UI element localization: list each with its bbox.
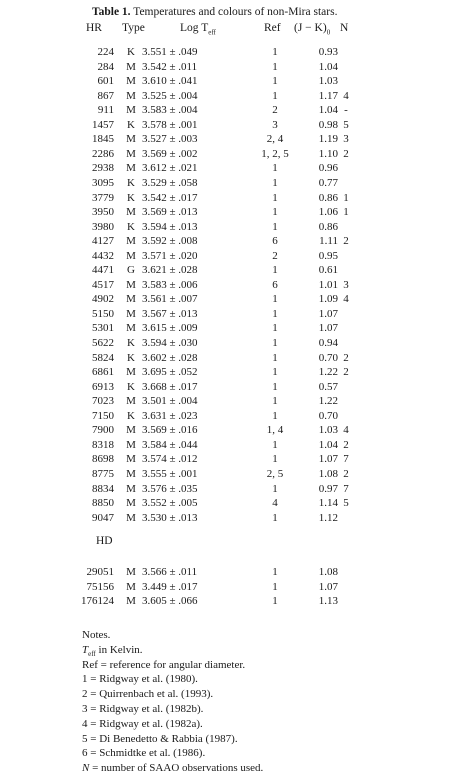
- hr-number: 29051: [86, 566, 114, 578]
- log-teff-value: 3.610 ± .041: [142, 75, 198, 88]
- spectral-type: M: [126, 162, 136, 175]
- jk-colour-value: 0.94: [318, 337, 338, 349]
- hr-number: 3980: [92, 220, 114, 233]
- jk-colour-value: 1.10: [318, 147, 338, 160]
- hr-number: 3095: [92, 176, 114, 189]
- hr-number: 75156: [86, 580, 114, 593]
- jk-colour-value: 1.19: [318, 133, 338, 146]
- reference-value: 1: [272, 351, 278, 364]
- reference-value: 6: [272, 278, 278, 291]
- hr-number: 1457: [92, 118, 114, 131]
- spectral-type: M: [126, 60, 136, 73]
- hr-number: 4517: [92, 278, 114, 291]
- notes-n-line: [82, 761, 263, 776]
- spectral-type: M: [126, 438, 136, 451]
- hr-number: 1845: [92, 133, 114, 146]
- jk-colour-value: 0.70: [318, 409, 338, 422]
- reference-value: 1: [272, 453, 278, 466]
- spectral-type: M: [126, 322, 136, 335]
- jk-colour-value: 1.08: [318, 566, 338, 578]
- reference-value: 1: [272, 264, 278, 277]
- log-teff-value: 3.542 ± .017: [142, 191, 198, 204]
- notes-teff-line: [82, 643, 263, 658]
- log-teff-value: 3.576 ± .035: [142, 482, 198, 495]
- spectral-type: K: [127, 176, 135, 189]
- header-log-teff-main: Log T: [180, 22, 209, 34]
- n-observations: 2: [343, 467, 349, 480]
- reference-value: 1: [272, 75, 278, 88]
- reference-value: 1: [272, 162, 278, 175]
- notes-line: Ref = reference for angular diameter.: [82, 658, 246, 671]
- n-observations: 4: [343, 89, 349, 102]
- jk-colour-value: 1.14: [318, 497, 338, 510]
- header-n: N: [340, 22, 349, 34]
- log-teff-value: 3.594 ± .030: [142, 337, 198, 349]
- jk-colour-value: 1.17: [318, 89, 338, 102]
- jk-colour-value: 1.12: [318, 511, 338, 524]
- hr-number: 7150: [92, 409, 114, 422]
- log-teff-value: 3.584 ± .044: [142, 438, 198, 451]
- hr-number: 867: [97, 89, 114, 102]
- notes-line: 4 = Ridgway et al. (1982a).: [82, 717, 203, 730]
- jk-colour-value: 0.98: [318, 118, 338, 131]
- n-observations: 2: [343, 438, 349, 451]
- spectral-type: M: [126, 395, 136, 408]
- spectral-type: M: [126, 133, 136, 146]
- header-jk: [294, 22, 330, 36]
- header-jk-main: (J − K): [294, 22, 327, 34]
- log-teff-value: 3.583 ± .006: [142, 278, 198, 291]
- spectral-type: M: [126, 293, 136, 306]
- hr-number: 4127: [92, 235, 114, 248]
- spectral-type: K: [127, 46, 135, 58]
- reference-value: 1: [272, 380, 278, 393]
- log-teff-value: 3.551 ± .049: [142, 46, 198, 58]
- notes-line: 1 = Ridgway et al. (1980).: [82, 673, 198, 686]
- jk-colour-value: 0.86: [318, 191, 338, 204]
- jk-colour-value: 0.95: [318, 249, 338, 262]
- jk-colour-value: 1.11: [319, 235, 338, 248]
- spectral-type: G: [127, 264, 135, 277]
- header-log-teff-sub: eff: [208, 28, 216, 37]
- jk-colour-value: 1.04: [318, 438, 338, 451]
- spectral-type: M: [126, 467, 136, 480]
- table-title: Temperatures and colours of non-Mira stars.: [133, 6, 338, 18]
- log-teff-value: 3.567 ± .013: [142, 307, 198, 320]
- notes-title: Notes.: [82, 629, 111, 641]
- n-observations: 2: [343, 351, 349, 364]
- notes-line: 2 = Quirrenbach et al. (1993).: [82, 688, 214, 701]
- reference-value: 2, 5: [266, 467, 284, 480]
- hr-number: 5301: [92, 322, 114, 335]
- jk-colour-value: 1.09: [318, 293, 338, 306]
- log-teff-value: 3.574 ± .012: [142, 453, 198, 466]
- log-teff-value: 3.594 ± .013: [142, 220, 198, 233]
- hr-number: 5150: [92, 307, 114, 320]
- spectral-type: M: [126, 75, 136, 88]
- hr-number: 7023: [92, 395, 114, 408]
- hr-number: 2286: [92, 147, 114, 160]
- hr-number: 2938: [92, 162, 114, 175]
- spectral-type: M: [126, 235, 136, 248]
- jk-colour-value: 1.22: [318, 366, 338, 379]
- n-observations: 1: [343, 191, 349, 204]
- jk-colour-value: 1.04: [318, 60, 338, 73]
- jk-colour-value: 1.13: [318, 595, 338, 607]
- hr-number: 8318: [92, 438, 114, 451]
- log-teff-value: 3.583 ± .004: [142, 104, 198, 117]
- spectral-type: K: [127, 191, 135, 204]
- hr-number: 4902: [92, 293, 114, 306]
- header-type: Type: [122, 22, 145, 34]
- hr-number: 8698: [92, 453, 114, 466]
- teff-sub: eff: [88, 649, 96, 658]
- hr-number: 4432: [92, 249, 114, 262]
- reference-value: 1: [272, 595, 278, 607]
- reference-value: 1: [272, 580, 278, 593]
- hr-number: 3950: [92, 206, 114, 219]
- header-hr: HR: [86, 22, 102, 34]
- reference-value: 1: [272, 89, 278, 102]
- notes-line: 3 = Ridgway et al. (1982b).: [82, 702, 204, 715]
- table-row: [0, 512, 460, 528]
- n-symbol: N: [82, 762, 90, 775]
- reference-value: 1: [272, 220, 278, 233]
- jk-colour-value: 1.06: [318, 206, 338, 219]
- jk-colour-value: 0.61: [318, 264, 338, 277]
- header-log-teff: [180, 22, 216, 36]
- spectral-type: M: [126, 366, 136, 379]
- hr-number: 8775: [92, 467, 114, 480]
- log-teff-value: 3.529 ± .058: [142, 176, 198, 189]
- log-teff-value: 3.592 ± .008: [142, 235, 198, 248]
- reference-value: 1: [272, 409, 278, 422]
- hr-number: 176124: [81, 595, 114, 607]
- teff-text: in Kelvin.: [95, 643, 143, 656]
- reference-value: 1, 2, 5: [261, 147, 289, 160]
- jk-colour-value: 1.07: [318, 307, 338, 320]
- reference-value: 1: [272, 438, 278, 451]
- hr-number: 3779: [92, 191, 114, 204]
- jk-colour-value: 0.57: [318, 380, 338, 393]
- hr-number: 9047: [92, 511, 114, 524]
- log-teff-value: 3.542 ± .011: [142, 60, 198, 73]
- hr-number: 5824: [92, 351, 114, 364]
- hr-number: 8850: [92, 497, 114, 510]
- hr-number: 8834: [92, 482, 114, 495]
- spectral-type: M: [126, 595, 136, 607]
- reference-value: 1: [272, 307, 278, 320]
- spectral-type: M: [126, 424, 136, 437]
- notes-block: [82, 628, 263, 776]
- spectral-type: M: [126, 147, 136, 160]
- spectral-type: K: [127, 380, 135, 393]
- table-row: [0, 595, 460, 611]
- jk-colour-value: 1.04: [318, 104, 338, 117]
- reference-value: 1: [272, 293, 278, 306]
- reference-value: 1: [272, 511, 278, 524]
- log-teff-value: 3.527 ± .003: [142, 133, 198, 146]
- log-teff-value: 3.621 ± .028: [142, 264, 198, 277]
- n-observations: -: [344, 104, 348, 117]
- hr-number: 5622: [92, 337, 114, 349]
- n-observations: 3: [343, 133, 349, 146]
- hr-number: 284: [97, 60, 114, 73]
- reference-value: 1: [272, 206, 278, 219]
- spectral-type: M: [126, 482, 136, 495]
- hd-section-heading: HD: [96, 535, 113, 547]
- table-label: Table 1.: [92, 6, 131, 18]
- jk-colour-value: 0.97: [318, 482, 338, 495]
- jk-colour-value: 1.01: [318, 278, 338, 291]
- teff-symbol: T: [82, 643, 89, 656]
- log-teff-value: 3.668 ± .017: [142, 380, 198, 393]
- jk-colour-value: 1.03: [318, 75, 338, 88]
- spectral-type: M: [126, 497, 136, 510]
- log-teff-value: 3.602 ± .028: [142, 351, 198, 364]
- reference-value: 1: [272, 60, 278, 73]
- n-text: = number of SAAO observations used.: [89, 762, 264, 775]
- jk-colour-value: 1.07: [318, 322, 338, 335]
- reference-value: 1: [272, 337, 278, 349]
- n-observations: 2: [343, 235, 349, 248]
- hr-number: 601: [97, 75, 114, 88]
- hr-number: 6913: [92, 380, 114, 393]
- log-teff-value: 3.561 ± .007: [142, 293, 198, 306]
- log-teff-value: 3.695 ± .052: [142, 366, 198, 379]
- log-teff-value: 3.566 ± .011: [142, 566, 198, 578]
- jk-colour-value: 1.22: [318, 395, 338, 408]
- jk-colour-value: 0.70: [318, 351, 338, 364]
- log-teff-value: 3.501 ± .004: [142, 395, 198, 408]
- n-observations: 4: [343, 424, 349, 437]
- spectral-type: K: [127, 337, 135, 349]
- spectral-type: M: [126, 307, 136, 320]
- header-ref: Ref: [264, 22, 281, 34]
- reference-value: 2: [272, 249, 278, 262]
- jk-colour-value: 1.07: [318, 580, 338, 593]
- spectral-type: M: [126, 580, 136, 593]
- spectral-type: M: [126, 453, 136, 466]
- reference-value: 4: [272, 497, 278, 510]
- jk-colour-value: 0.77: [318, 176, 338, 189]
- log-teff-value: 3.552 ± .005: [142, 497, 198, 510]
- n-observations: 2: [343, 366, 349, 379]
- table-caption: [92, 6, 337, 18]
- reference-value: 1: [272, 566, 278, 578]
- hr-number: 911: [97, 104, 114, 117]
- n-observations: 5: [343, 497, 349, 510]
- log-teff-value: 3.578 ± .001: [142, 118, 198, 131]
- hr-number: 7900: [92, 424, 114, 437]
- spectral-type: M: [126, 104, 136, 117]
- reference-value: 6: [272, 235, 278, 248]
- jk-colour-value: 0.93: [318, 46, 338, 58]
- log-teff-value: 3.612 ± .021: [142, 162, 198, 175]
- spectral-type: M: [126, 278, 136, 291]
- spectral-type: M: [126, 206, 136, 219]
- jk-colour-value: 0.96: [318, 162, 338, 175]
- log-teff-value: 3.569 ± .002: [142, 147, 198, 160]
- jk-colour-value: 1.08: [318, 467, 338, 480]
- spectral-type: K: [127, 220, 135, 233]
- spectral-type: K: [127, 118, 135, 131]
- log-teff-value: 3.530 ± .013: [142, 511, 198, 524]
- log-teff-value: 3.525 ± .004: [142, 89, 198, 102]
- spectral-type: K: [127, 409, 135, 422]
- reference-value: 1: [272, 322, 278, 335]
- n-observations: 7: [343, 482, 349, 495]
- log-teff-value: 3.555 ± .001: [142, 467, 198, 480]
- log-teff-value: 3.605 ± .066: [142, 595, 198, 607]
- spectral-type: M: [126, 566, 136, 578]
- spectral-type: M: [126, 249, 136, 262]
- n-observations: 7: [343, 453, 349, 466]
- reference-value: 1, 4: [266, 424, 284, 437]
- n-observations: 5: [343, 118, 349, 131]
- reference-value: 1: [272, 191, 278, 204]
- n-observations: 4: [343, 293, 349, 306]
- spectral-type: M: [126, 89, 136, 102]
- n-observations: 2: [343, 147, 349, 160]
- log-teff-value: 3.449 ± .017: [142, 580, 198, 593]
- n-observations: 1: [343, 206, 349, 219]
- log-teff-value: 3.571 ± .020: [142, 249, 198, 262]
- header-jk-sub: 0: [326, 28, 331, 37]
- reference-value: 2: [272, 104, 278, 117]
- spectral-type: M: [126, 511, 136, 524]
- hr-number: 6861: [92, 366, 114, 379]
- notes-line: 5 = Di Benedetto & Rabbia (1987).: [82, 732, 238, 745]
- jk-colour-value: 1.07: [318, 453, 338, 466]
- notes-line: 6 = Schmidtke et al. (1986).: [82, 747, 206, 760]
- reference-value: 1: [272, 395, 278, 408]
- log-teff-value: 3.631 ± .023: [142, 409, 198, 422]
- jk-colour-value: 1.03: [318, 424, 338, 437]
- spectral-type: K: [127, 351, 135, 364]
- hr-number: 4471: [92, 264, 114, 277]
- reference-value: 2, 4: [266, 133, 284, 146]
- log-teff-value: 3.615 ± .009: [142, 322, 198, 335]
- log-teff-value: 3.569 ± .016: [142, 424, 198, 437]
- reference-value: 1: [272, 366, 278, 379]
- hr-number: 224: [97, 46, 114, 58]
- jk-colour-value: 0.86: [318, 220, 338, 233]
- reference-value: 1: [272, 482, 278, 495]
- reference-value: 1: [272, 176, 278, 189]
- reference-value: 3: [272, 118, 278, 131]
- reference-value: 1: [272, 46, 278, 58]
- log-teff-value: 3.569 ± .013: [142, 206, 198, 219]
- n-observations: 3: [343, 278, 349, 291]
